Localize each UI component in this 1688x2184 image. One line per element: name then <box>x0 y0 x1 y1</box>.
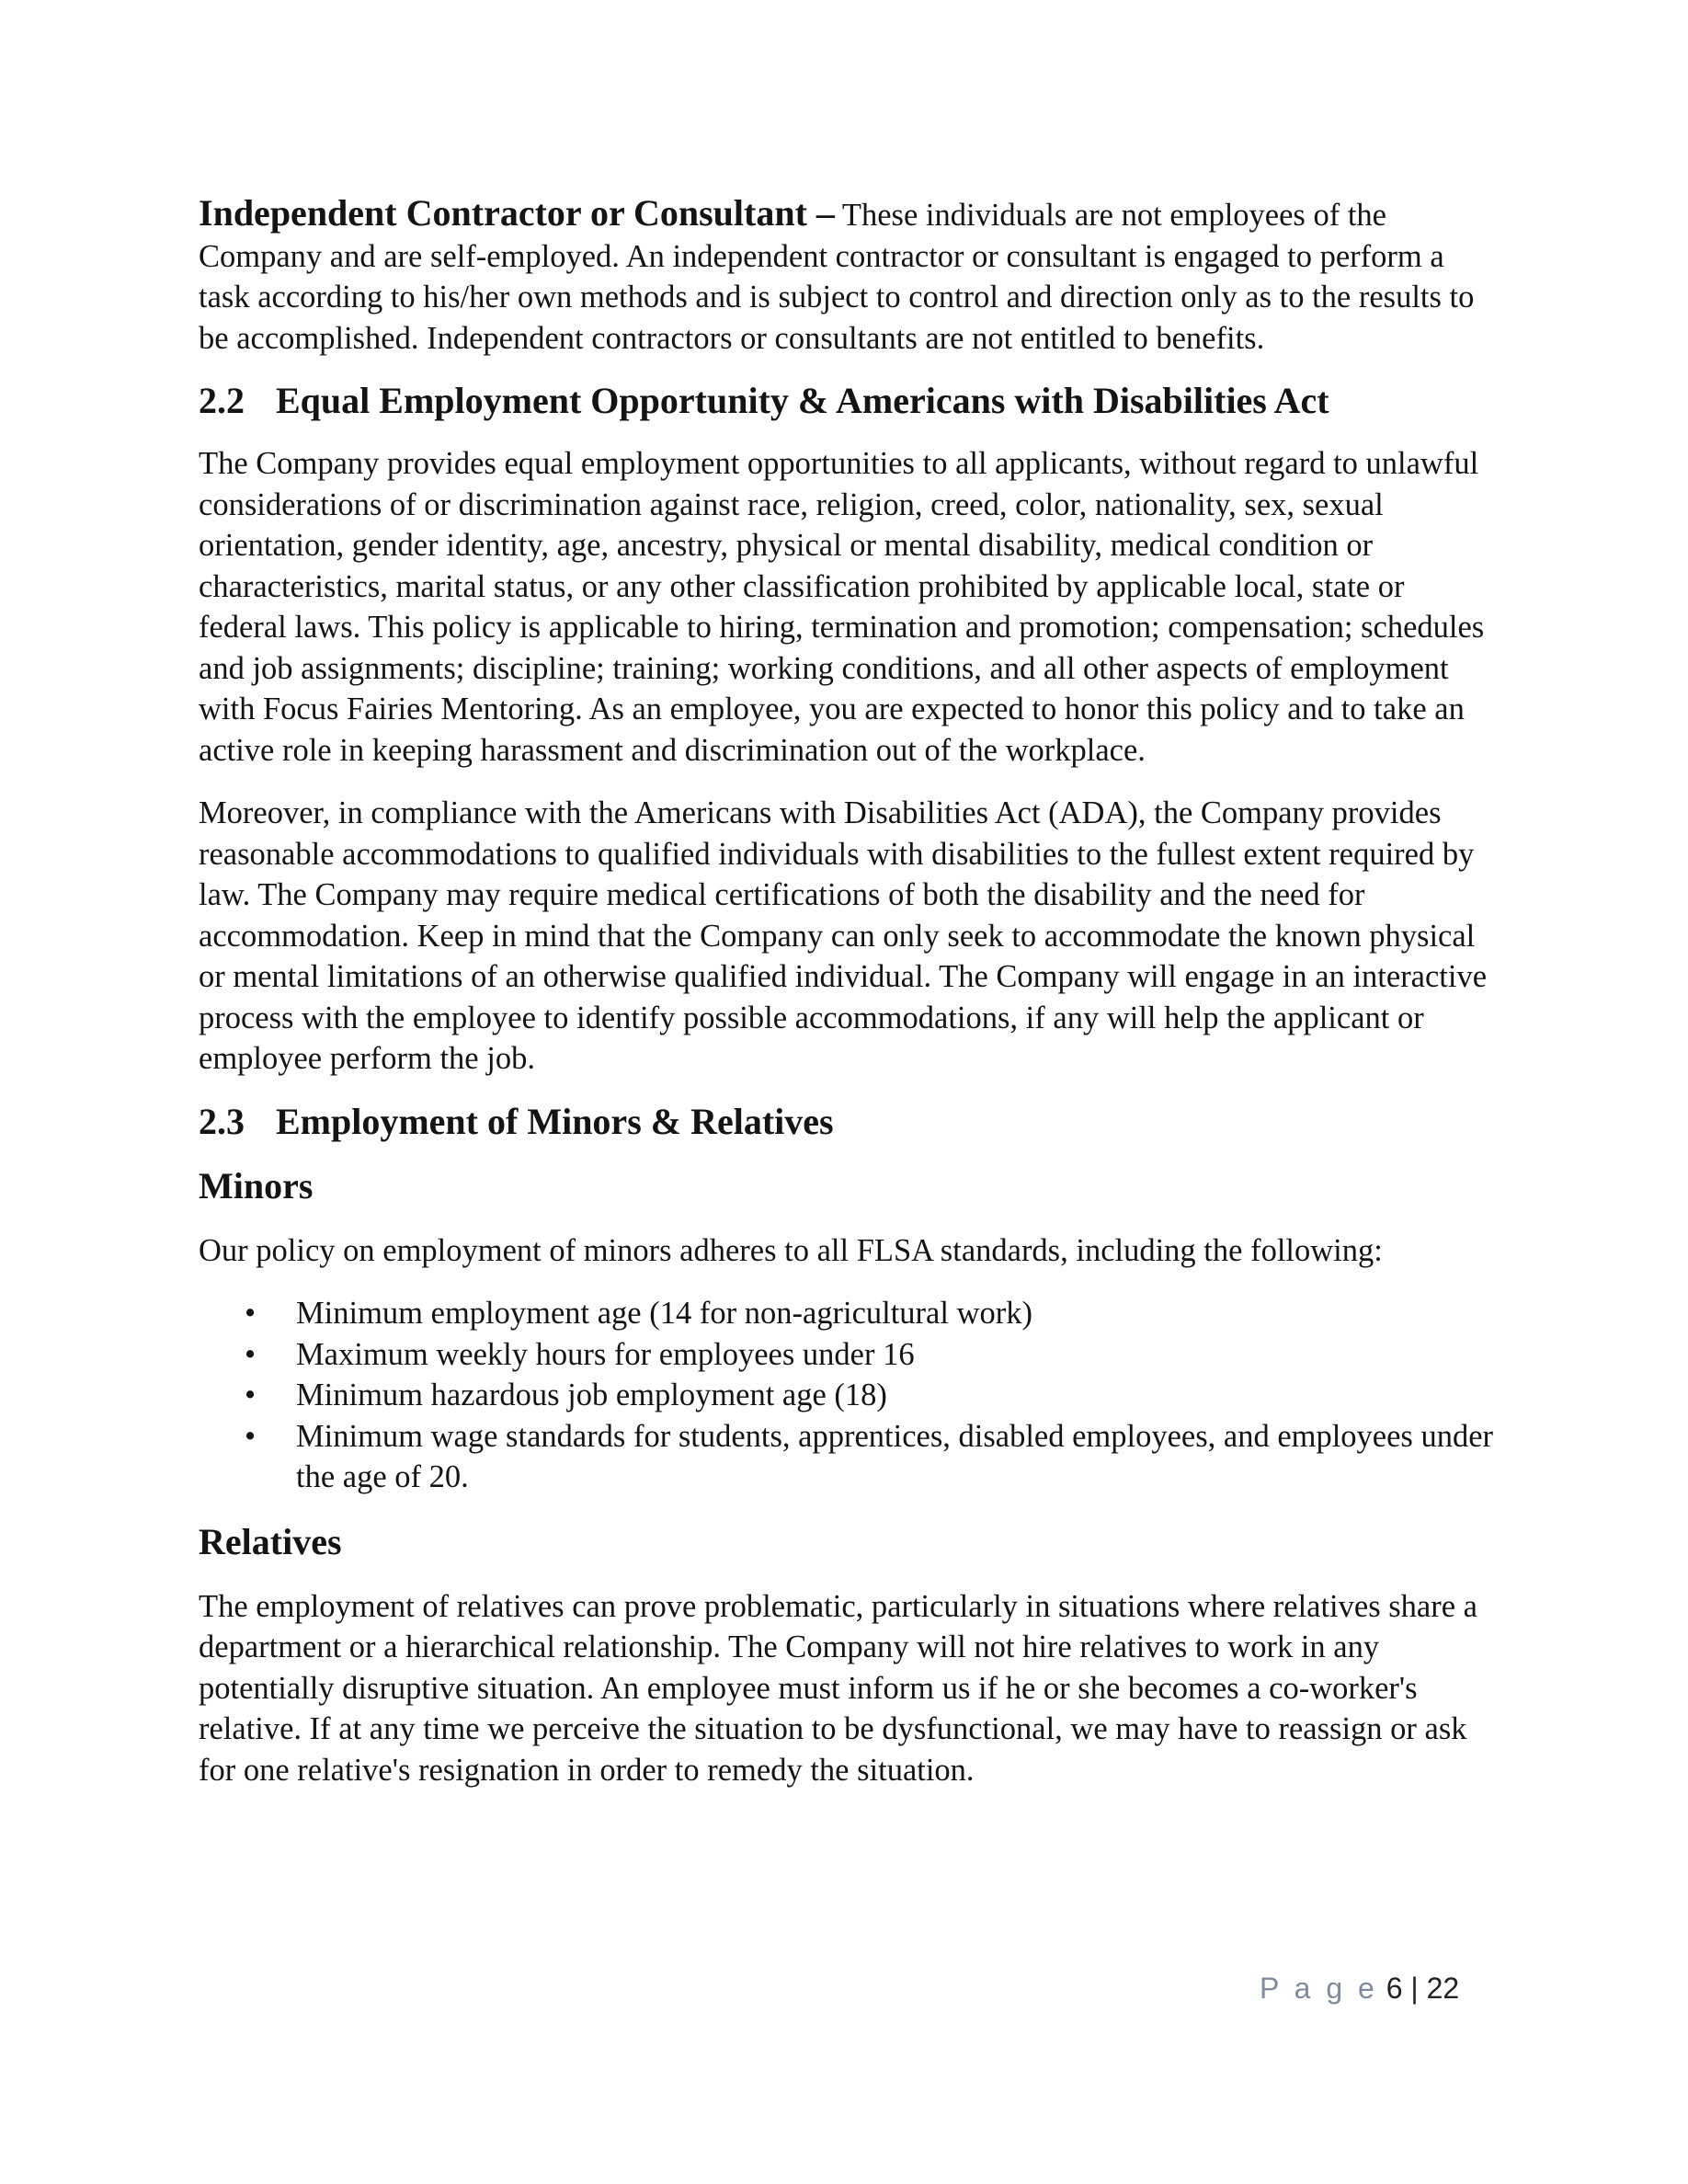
bullet-icon: • <box>245 1378 257 1412</box>
contractor-term: Independent Contractor or Consultant – <box>199 192 835 234</box>
section-2-3-number: 2.3 <box>199 1100 245 1142</box>
page-content <box>199 193 1495 1790</box>
relatives-paragraph: The employment of relatives can prove problematic, particularly in situations where relatives share a department or a hierarchical relationship. The Company will not hire relatives to work in any potentially disruptive situation. An employee must inform us if he or she becomes a co-worker's relative. If at any time we perceive the situation to be dysfunctional, we may have to reassign or ask for one relative's resignation in order to remedy the situation. <box>199 1588 1477 1788</box>
page-number: 6 <box>1386 1972 1403 2005</box>
contractor-definition <box>199 193 1495 359</box>
page-footer <box>1260 1972 1459 2006</box>
section-2-2-number: 2.2 <box>199 380 245 421</box>
list-item: • Minimum employment age (14 for non-agricultural work) <box>199 1293 1495 1334</box>
section-2-3-title: Employment of Minors & Relatives <box>276 1100 834 1142</box>
section-2-3-heading <box>199 1100 1495 1144</box>
minors-intro: Our policy on employment of minors adheres to all FLSA standards, including the following: <box>199 1232 1383 1268</box>
relatives-heading: Relatives <box>199 1520 342 1562</box>
minors-heading: Minors <box>199 1164 314 1206</box>
list-item: • Minimum wage standards for students, apprentices, disabled employees, and employees under the age of 20. <box>199 1416 1495 1498</box>
contractor-text: These individuals are not employees of the Company and are self-employed. An independent contractor or consultant is engaged to perform a task according to his/her own methods and is subject to control and direction only as to the results to be accomplished. Independent contractors or consultants are not entitled to benefits. <box>199 198 1475 356</box>
section-2-2-title: Equal Employment Opportunity & Americans with Disabilities Act <box>276 380 1329 421</box>
eeo-paragraph: The Company provides equal employment opportunities to all applicants, without regard to unlawful considerations of or discrimination against race, religion, creed, color, nationality, sex, sexual orientation, gender identity, age, ancestry, physical or mental disability, medical condition or characteristics, marital status, or any other classification prohibited by applicable local, state or federal laws. This policy is applicable to hiring, termination and promotion; compensation; schedules and job assignments; discipline; training; working conditions, and all other aspects of employment with Focus Fairies Mentoring. As an employee, you are expected to honor this policy and to take an active role in keeping harassment and discrimination out of the workplace. <box>199 446 1485 768</box>
section-2-2-heading <box>199 379 1495 423</box>
bullet-icon: • <box>245 1418 257 1454</box>
list-item: • Maximum weekly hours for employees under 16 <box>199 1334 1495 1376</box>
bullet-icon: • <box>245 1296 257 1331</box>
list-item: • Minimum hazardous job employment age (18) <box>199 1375 1495 1416</box>
page-separator: | <box>1410 1972 1419 2005</box>
page-label: P a g e <box>1260 1972 1378 2005</box>
total-pages: 22 <box>1426 1972 1460 2005</box>
minors-bullet-list <box>199 1293 1495 1498</box>
bullet-icon: • <box>245 1336 257 1372</box>
ada-paragraph: Moreover, in compliance with the Americans with Disabilities Act (ADA), the Company provides reasonable accommodations to qualified individuals with disabilities to the fullest extent required by law. The Company may require medical certifications of both the disability and the need for accommodation. Keep in mind that the Company can only seek to accommodate the known physical or mental limitations of an otherwise qualified individual. The Company will engage in an interactive process with the employee to identify possible accommodations, if any will help the applicant or employee perform the job. <box>199 795 1488 1076</box>
